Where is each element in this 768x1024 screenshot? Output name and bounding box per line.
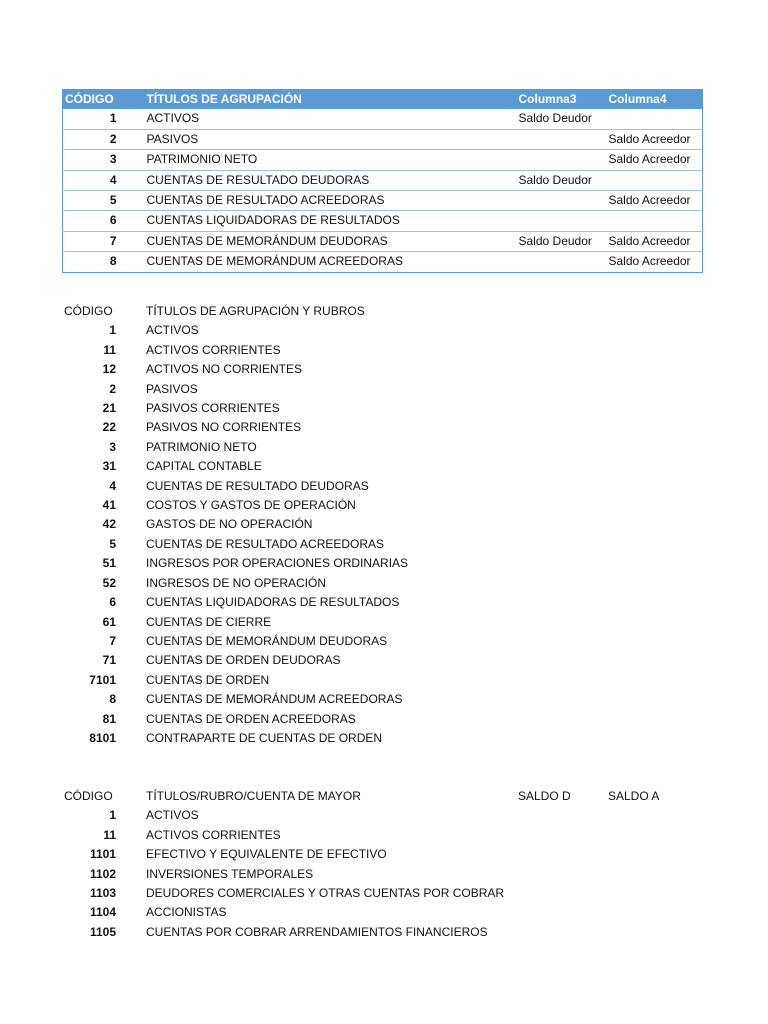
cell-title[interactable]: PATRIMONIO NETO [141,150,513,170]
table-row [62,826,702,845]
cell-col3[interactable] [513,129,603,149]
cell-title[interactable]: CUENTAS LIQUIDADORAS DE RESULTADOS [141,211,513,231]
table-row [62,923,702,942]
header-titulos[interactable]: TÍTULOS DE AGRUPACIÓN Y RUBROS [146,304,365,318]
cell-title[interactable]: DEUDORES COMERCIALES Y OTRAS CUENTAS POR COBRAR [146,886,505,901]
cell-title[interactable]: CUENTAS DE ORDEN [146,672,270,687]
table-row [62,710,702,729]
table-row [62,535,702,554]
cell-code[interactable]: 22 [102,420,116,435]
cell-col3[interactable] [513,211,603,231]
table-row [62,651,702,670]
table-row [62,418,702,437]
cell-title[interactable]: INGRESOS POR OPERACIONES ORDINARIAS [146,556,409,571]
table-row [63,231,703,251]
header-saldo-d[interactable]: SALDO D [518,789,571,803]
cell-title[interactable]: CUENTAS DE RESULTADO DEUDORAS [141,170,513,190]
cell-title[interactable]: CUENTAS DE CIERRE [146,614,272,629]
header-codigo[interactable]: CÓDIGO [64,789,113,803]
header-codigo[interactable]: CÓDIGO [64,304,113,318]
cell-col4[interactable] [603,170,703,190]
cell-code[interactable]: 4 [63,170,141,190]
header-codigo[interactable]: CÓDIGO [65,92,114,106]
cell-title[interactable]: ACTIVOS CORRIENTES [146,827,281,842]
cell-title[interactable]: PASIVOS CORRIENTES [146,401,280,416]
table-row [62,632,702,651]
header-saldo-a[interactable]: SALDO A [608,789,660,803]
table-row [63,150,703,170]
cell-code[interactable]: 2 [109,381,116,396]
cell-title[interactable]: CUENTAS DE MEMORÁNDUM ACREEDORAS [141,252,513,272]
cell-code[interactable]: 11 [103,827,116,842]
header-columna4[interactable]: Columna4 [608,92,667,106]
cell-title[interactable]: ACTIVOS NO CORRIENTES [146,362,303,377]
table-header-row [62,302,702,321]
header-titulos[interactable]: TÍTULOS/RUBRO/CUENTA DE MAYOR [146,789,361,803]
table-row [62,515,702,534]
table-row [63,170,703,190]
cell-col3[interactable]: Saldo Deudor [513,231,603,251]
cell-code[interactable]: 31 [102,459,116,474]
cell-col4[interactable]: Saldo Acreedor [603,150,703,170]
table-row [62,671,702,690]
cell-title[interactable]: PASIVOS [141,129,513,149]
agrupacion-table [62,89,702,273]
table-row [63,252,703,272]
cell-title[interactable]: INGRESOS DE NO OPERACIÓN [146,575,327,590]
cell-code[interactable]: 8 [109,692,116,707]
cell-col3[interactable] [513,252,603,272]
cell-title[interactable]: INVERSIONES TEMPORALES [146,866,314,881]
cell-code[interactable]: 1101 [89,847,116,862]
cell-col3[interactable]: Saldo Deudor [518,111,592,126]
cell-title[interactable]: GASTOS DE NO OPERACIÓN [146,517,313,532]
cell-code[interactable]: 1 [109,808,116,823]
cell-title[interactable]: CUENTAS POR COBRAR ARRENDAMIENTOS FINANCIEROS [146,924,488,939]
cell-title[interactable]: CAPITAL CONTABLE [146,459,262,474]
cell-code[interactable]: 1105 [89,924,116,939]
cell-code[interactable]: 3 [63,150,141,170]
table-row [62,554,702,573]
cell-code[interactable]: 7 [63,231,141,251]
table-row [62,438,702,457]
cell-title[interactable]: ACTIVOS [146,808,199,823]
rubros-table [62,302,702,748]
table-row [63,129,703,149]
table-header-row [62,787,702,806]
cell-code[interactable]: 12 [102,362,116,377]
table-row [62,321,702,340]
cell-col3[interactable] [513,191,603,211]
table-row [62,341,702,360]
cell-col4[interactable]: Saldo Acreedor [603,129,703,149]
cell-title[interactable]: CUENTAS LIQUIDADORAS DE RESULTADOS [146,595,400,610]
cell-title[interactable]: ACTIVOS CORRIENTES [146,342,281,357]
cell-code[interactable]: 1 [109,323,116,338]
table-row [62,593,702,612]
cell-title[interactable]: CUENTAS DE ORDEN DEUDORAS [146,653,341,668]
cell-col4[interactable]: Saldo Acreedor [603,191,703,211]
table-row [62,496,702,515]
cell-title[interactable]: CUENTAS DE ORDEN ACREEDORAS [146,711,356,726]
cell-code[interactable]: 8101 [89,730,116,745]
table-row [62,613,702,632]
cell-col4[interactable] [603,211,703,231]
cell-code[interactable]: 61 [102,614,116,629]
cell-title[interactable]: ACTIVOS [146,111,200,126]
cell-title[interactable]: EFECTIVO Y EQUIVALENTE DE EFECTIVO [146,847,387,862]
table-row [62,690,702,709]
header-columna3[interactable]: Columna3 [518,92,577,106]
cell-code[interactable]: 2 [63,129,141,149]
table-row [62,865,702,884]
cell-title[interactable]: ACTIVOS [146,323,199,338]
table-row [62,884,702,903]
cell-code[interactable]: 6 [109,595,116,610]
cell-code[interactable]: 1103 [89,886,116,901]
cell-code[interactable]: 5 [63,191,141,211]
cell-code[interactable]: 42 [102,517,116,532]
table-row [63,191,703,211]
table-row [62,574,702,593]
cell-code[interactable]: 8 [63,252,141,272]
header-titulos[interactable]: TÍTULOS DE AGRUPACIÓN [146,92,302,106]
cell-code[interactable]: 3 [109,439,116,454]
cell-col4[interactable]: Saldo Acreedor [603,252,703,272]
table-row [63,109,703,129]
cell-col4[interactable]: Saldo Acreedor [603,231,703,251]
cell-code[interactable]: 1102 [89,866,116,881]
cell-title[interactable]: PATRIMONIO NETO [146,439,257,454]
cell-code[interactable]: 11 [103,342,116,357]
cell-code[interactable]: 1104 [89,905,116,920]
cell-col3[interactable] [513,150,603,170]
cell-code[interactable]: 7101 [89,672,116,687]
cell-title[interactable]: CUENTAS DE RESULTADO ACREEDORAS [146,536,385,551]
table-row [62,457,702,476]
cell-title[interactable]: CUENTAS DE RESULTADO DEUDORAS [146,478,369,493]
cuentas-mayor-table [62,787,702,942]
table-row [63,211,703,231]
table-row [62,729,702,748]
table-row [62,845,702,864]
cell-code[interactable]: 41 [102,498,116,513]
cell-code[interactable]: 52 [102,575,116,590]
cell-code[interactable]: 5 [109,536,116,551]
cell-code[interactable]: 1 [109,111,117,126]
cell-title[interactable]: CUENTAS DE RESULTADO ACREEDORAS [141,191,513,211]
table-header-row [63,90,703,110]
cell-code[interactable]: 7 [109,633,116,648]
cell-code[interactable]: 81 [102,711,116,726]
cell-code[interactable]: 21 [102,401,116,416]
cell-code[interactable]: 4 [109,478,116,493]
cell-title[interactable]: PASIVOS [146,381,198,396]
cell-title[interactable]: CUENTAS DE MEMORÁNDUM ACREEDORAS [146,692,403,707]
table-row [62,477,702,496]
cell-title[interactable]: CUENTAS DE MEMORÁNDUM DEUDORAS [146,633,388,648]
cell-title[interactable]: PASIVOS NO CORRIENTES [146,420,302,435]
table-row [62,380,702,399]
cell-title[interactable]: COSTOS Y GASTOS DE OPERACIÓN [146,498,356,513]
cell-col4[interactable] [603,109,703,129]
table-row [62,399,702,418]
cell-title[interactable]: CONTRAPARTE DE CUENTAS DE ORDEN [146,730,383,745]
table-row [62,903,702,922]
cell-title[interactable]: ACCIONISTAS [146,905,227,920]
cell-code[interactable]: 51 [102,556,116,571]
table-row [62,806,702,825]
cell-code[interactable]: 71 [102,653,116,668]
cell-title[interactable]: CUENTAS DE MEMORÁNDUM DEUDORAS [141,231,513,251]
table-row [62,360,702,379]
cell-col3[interactable]: Saldo Deudor [513,170,603,190]
cell-code[interactable]: 6 [63,211,141,231]
